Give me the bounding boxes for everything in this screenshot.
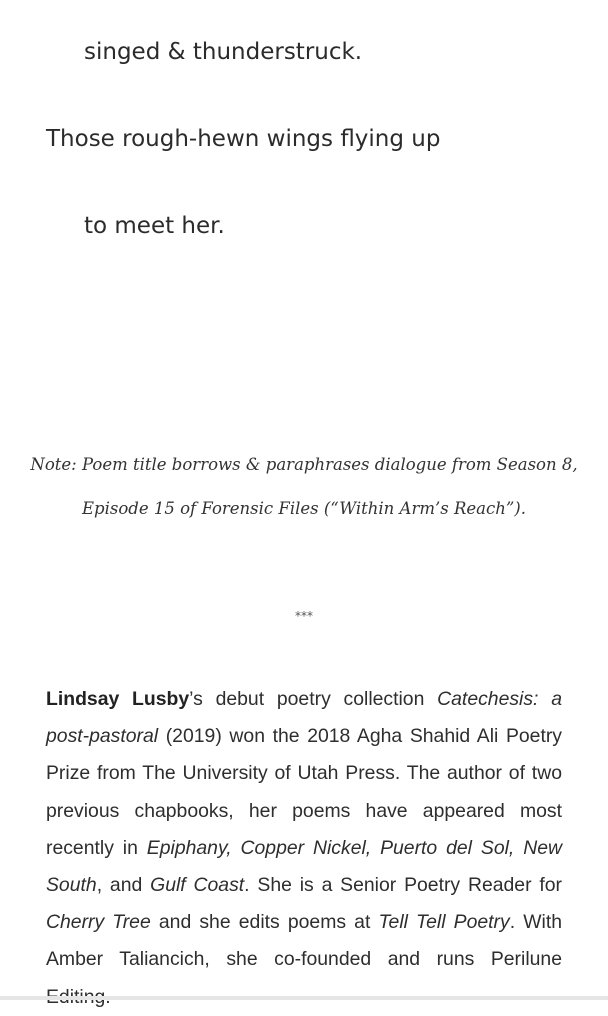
section-separator: *** [295,609,313,623]
bio-text-2: (2019) won the 2018 Agha Shahid Ali Poetry Prize from The University of Utah Press. The author of two previous chapbooks, her poems have appeared most recently in [46,725,562,859]
poem-note [0,443,608,531]
journal-gulf-coast: Gulf Coast [150,874,245,897]
bottom-divider [0,996,608,1000]
author-name: Lindsay Lusby [46,688,190,710]
journal-cherry-tree: Cherry Tree [46,911,151,934]
bio-text-1: ’s debut poetry collection [189,688,438,710]
poem-line-1: singed & thunderstruck. [84,39,363,65]
note-line-1: Note: Poem title borrows & paraphrases dialogue from Season 8, [30,455,578,474]
note-line-2: Episode 15 of Forensic Files (“Within Arm’s Reach”). [82,499,526,518]
poem-line-3: to meet her. [84,213,225,239]
journal-list: Epiphany, Copper Nickel, Puerto del Sol, New South [46,836,562,897]
poem-line-2: Those rough-hewn wings flying up [46,126,441,152]
bio-text-6: . With Amber Taliancich, she co-founded and runs Perilune [46,911,562,971]
journal-tell-tell-poetry: Tell Tell Poetry [378,911,510,934]
bio-text-5: and she edits poems at [150,911,379,934]
book-title: Catechesis: a post-pastoral [46,688,563,748]
bio-text-3: , and [96,874,151,897]
author-bio [46,681,562,1016]
bio-text-4: . She is a Senior Poetry Reader for [244,874,563,897]
